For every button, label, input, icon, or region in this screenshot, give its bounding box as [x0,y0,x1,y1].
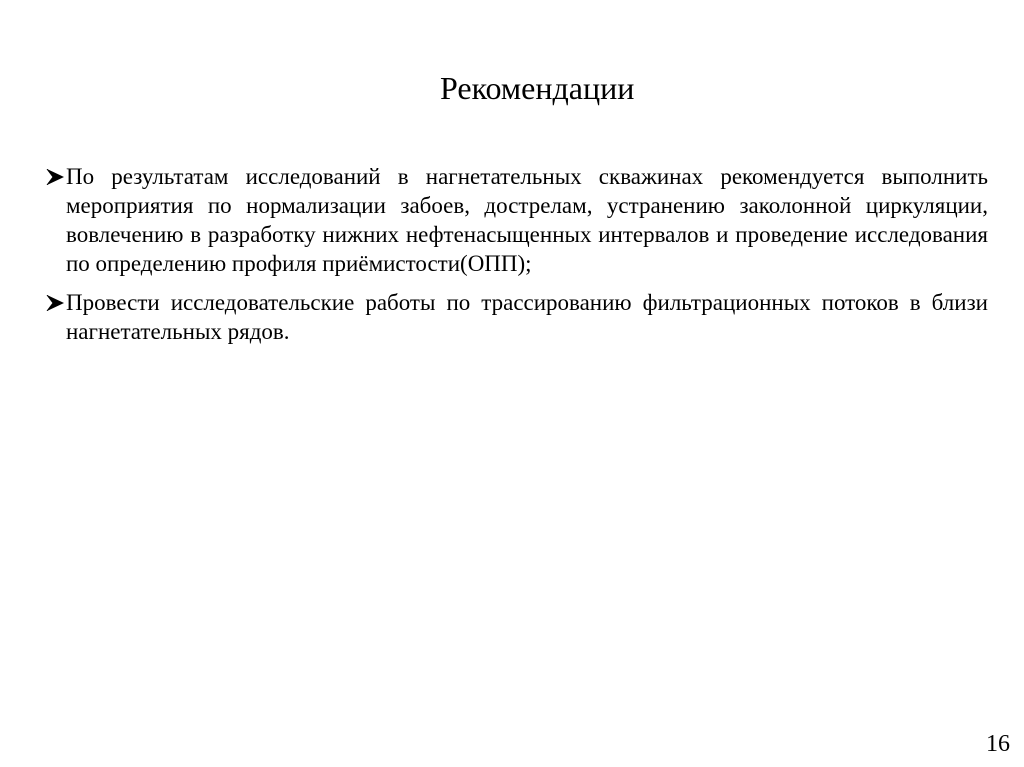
arrow-bullet-icon [46,295,64,311]
arrow-bullet-icon [46,169,64,185]
bullet-text: Провести исследовательские работы по трассированию фильтрационных потоков в близи нагнетательных рядов. [66,290,988,344]
bullet-item [46,162,988,278]
bullet-text: По результатам исследований в нагнетательных скважинах рекомендуется выполнить мероприятия по нормализации забоев, дострелам, устранению заколонной циркуляции, вовлечению в разработку нижних нефтенасыщенных интервалов и проведение исследования по определению профиля приёмистости(ОПП); [66,164,988,276]
slide-title: Рекомендации [440,70,635,106]
page-number: 16 [986,731,1010,757]
bullet-item [46,288,988,346]
bullet-list [46,162,988,346]
